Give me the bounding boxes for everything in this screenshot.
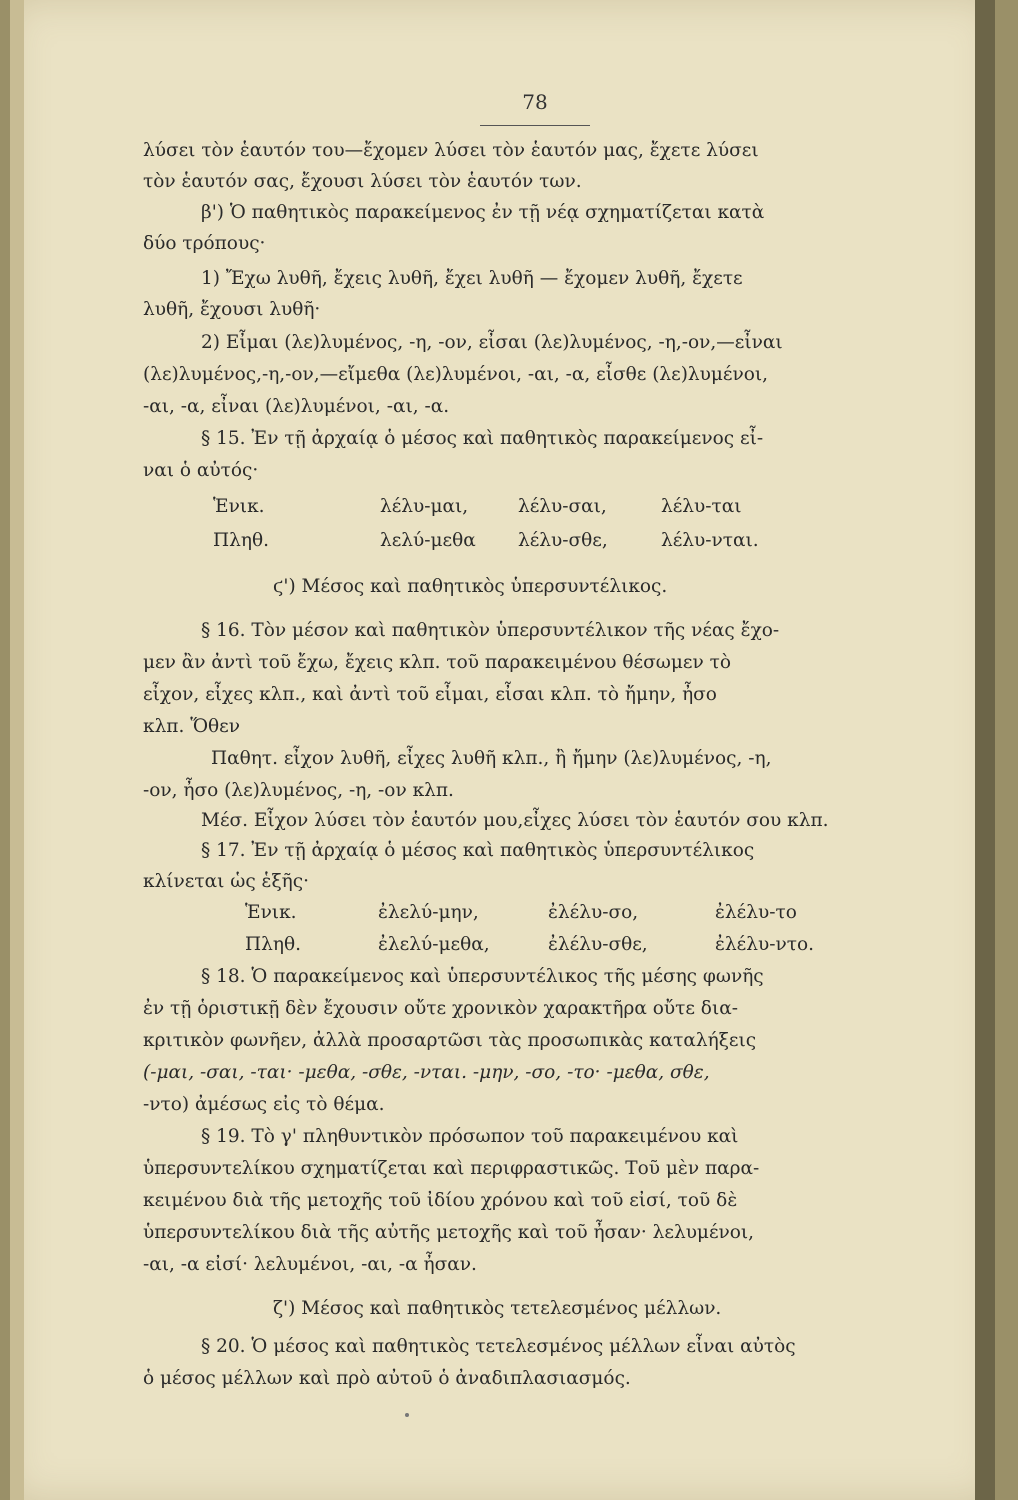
text-line: ναι ὁ αὐτός· (143, 460, 259, 481)
text-line: Μέσ. Εἶχον λύσει τὸν ἑαυτόν μου,εἶχες λύσει τὸν ἑαυτόν σου κλπ. (201, 810, 829, 831)
ink-speck (405, 1413, 409, 1417)
text-line: εἶχον, εἶχες κλπ., καὶ ἀντὶ τοῦ εἶμαι, εἶσαι κλπ. τὸ ἤμην, ἦσο (143, 684, 717, 705)
text-line: λύσει τὸν ἑαυτόν του—ἔχομεν λύσει τὸν ἑαυτόν μας, ἔχετε λύσει (143, 140, 759, 161)
text-line: Παθητ. εἶχον λυθῆ, εἶχες λυθῆ κλπ., ἢ ἤμην (λε)λυμένος, -η, (211, 748, 772, 769)
table-cell: λελύ-μεθα (380, 530, 476, 551)
table-cell: ἐλέλυ-το (715, 902, 797, 923)
section-17-line: § 17. Ἐν τῇ ἀρχαίᾳ ὁ μέσος καὶ παθητικὸς ὑπερσυντέλικος (201, 840, 755, 861)
table-row-label: Ἑνικ. (213, 496, 265, 517)
table-cell: λέλυ-σθε, (518, 530, 608, 551)
table-cell: λέλυ-ται (661, 496, 742, 517)
text-line: ὑπερσυντελίκου διὰ τῆς αὐτῆς μετοχῆς καὶ τοῦ ἦσαν· λελυμένοι, (143, 1222, 755, 1243)
text-line: -ον, ἦσο (λε)λυμένος, -η, -ον κλπ. (143, 780, 454, 801)
table-cell: λέλυ-μαι, (380, 496, 469, 517)
text-line: τὸν ἑαυτόν σας, ἔχουσι λύσει τὸν ἑαυτόν των. (143, 171, 582, 192)
table-cell: ἐλελύ-μην, (378, 902, 479, 923)
section-18-line: § 18. Ὁ παρακείμενος καὶ ὑπερσυντέλικος τῆς μέσης φωνῆς (201, 966, 764, 987)
table-cell: ἐλέλυ-σθε, (548, 934, 648, 955)
text-line: (λε)λυμένος,-η,-ον,—εἴμεθα (λε)λυμένοι, -αι, -α, εἶσθε (λε)λυμένοι, (143, 364, 769, 385)
text-line: δύο τρόπους· (143, 233, 266, 254)
page-number: 78 (522, 90, 548, 114)
table-row-label: Ἑνικ. (245, 902, 297, 923)
text-line: -αι, -α, εἶναι (λε)λυμένοι, -αι, -α. (143, 396, 450, 417)
text-line: κριτικὸν φωνῆεν, ἀλλὰ προσαρτῶσι τὰς προσωπικὰς καταλήξεις (143, 1030, 757, 1051)
text-line: κλίνεται ὡς ἑξῆς· (143, 871, 310, 892)
text-line: -αι, -α εἰσί· λελυμένοι, -αι, -α ἦσαν. (143, 1254, 477, 1275)
text-line: 2) Εἶμαι (λε)λυμένος, -η, -ον, εἶσαι (λε)λυμένος, -η,-ον,—εἶναι (201, 332, 783, 353)
page-edge (975, 0, 995, 1500)
table-row-label: Πληθ. (213, 530, 269, 551)
table-cell: λέλυ-σαι, (518, 496, 607, 517)
text-line: ἐν τῇ ὁριστικῇ δὲν ἔχουσιν οὔτε χρονικὸν χαρακτῆρα οὔτε δια- (143, 998, 738, 1019)
page-spine-shadow (10, 0, 24, 1500)
text-line: μεν ἂν ἀντὶ τοῦ ἔχω, ἔχεις κλπ. τοῦ παρακειμένου θέσωμεν τὸ (143, 652, 731, 673)
table-cell: ἐλέλυ-ντο. (715, 934, 814, 955)
section-heading: ϛ') Μέσος καὶ παθητικὸς ὑπερσυντέλικος. (273, 576, 668, 597)
text-line: κλπ. Ὅθεν (143, 716, 241, 737)
table-cell: ἐλελύ-μεθα, (378, 934, 490, 955)
text-line: λυθῆ, ἔχουσι λυθῆ· (143, 299, 321, 320)
table-cell: ἐλέλυ-σο, (548, 902, 639, 923)
table-cell: λέλυ-νται. (661, 530, 759, 551)
section-16-line: § 16. Τὸν μέσον καὶ παθητικὸν ὑπερσυντέλικον τῆς νέας ἔχο- (201, 620, 780, 641)
section-20-line: § 20. Ὁ μέσος καὶ παθητικὸς τετελεσμένος μέλλων εἶναι αὐτὸς (201, 1336, 796, 1357)
book-page (10, 0, 995, 1500)
text-line: -ντο) ἀμέσως εἰς τὸ θέμα. (143, 1094, 385, 1115)
section-15-line: § 15. Ἐν τῇ ἀρχαίᾳ ὁ μέσος καὶ παθητικὸς παρακείμενος εἶ- (201, 428, 764, 449)
text-line: ὑπερσυντελίκου σχηματίζεται καὶ περιφραστικῶς. Τοῦ μὲν παρα- (143, 1158, 760, 1179)
header-rule (480, 125, 590, 126)
table-row-label: Πληθ. (245, 934, 301, 955)
text-line: ὁ μέσος μέλλων καὶ πρὸ αὐτοῦ ὁ ἀναδιπλασιασμός. (143, 1368, 631, 1389)
text-line: 1) Ἔχω λυθῆ, ἔχεις λυθῆ, ἔχει λυθῆ — ἔχομεν λυθῆ, ἔχετε (201, 268, 743, 289)
text-line: κειμένου διὰ τῆς μετοχῆς τοῦ ἰδίου χρόνου καὶ τοῦ εἰσί, τοῦ δὲ (143, 1190, 738, 1211)
text-line: β') Ὁ παθητικὸς παρακείμενος ἐν τῇ νέᾳ σχηματίζεται κατὰ (201, 202, 765, 223)
section-heading: ζ') Μέσος καὶ παθητικὸς τετελεσμένος μέλλων. (273, 1298, 722, 1319)
section-19-line: § 19. Τὸ γ' πληθυντικὸν πρόσωπον τοῦ παρακειμένου καὶ (201, 1126, 739, 1147)
text-line: (-μαι, -σαι, -ται· -μεθα, -σθε, -νται. -μην, -σο, -το· -μεθα, σθε, (143, 1062, 710, 1083)
